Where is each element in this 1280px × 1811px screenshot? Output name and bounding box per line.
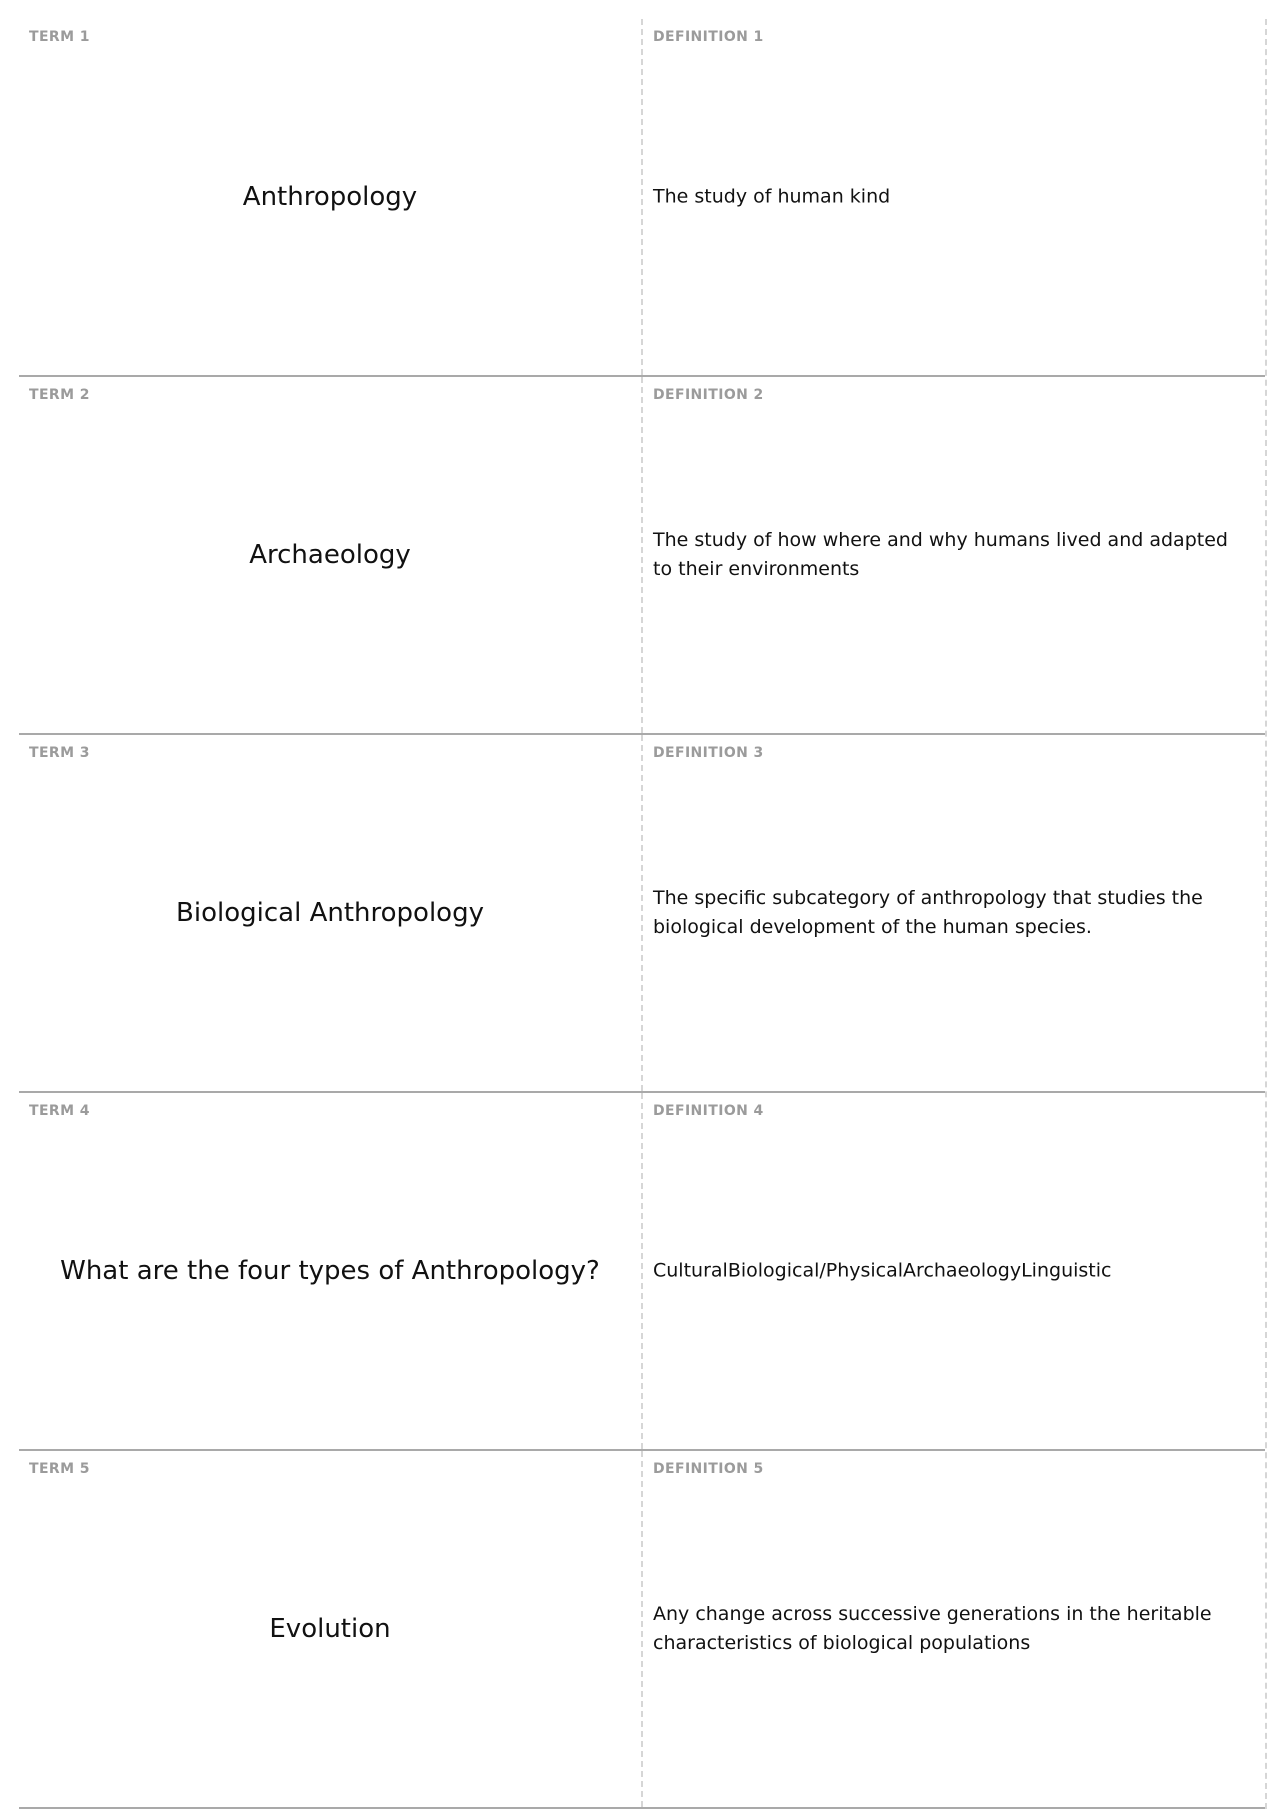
definition-cell — [643, 735, 1265, 1091]
flashcard-sheet — [19, 19, 1267, 1809]
definition-cell — [643, 19, 1265, 375]
term-cell — [19, 735, 643, 1091]
definition-text: The study of how where and why humans lived and adapted to their environments — [653, 529, 1228, 580]
definition-label: DEFINITION 2 — [653, 387, 764, 403]
term-label: TERM 5 — [29, 1461, 90, 1477]
term-cell — [19, 377, 643, 733]
term-text: Evolution — [269, 1614, 391, 1644]
term-text: Anthropology — [242, 182, 418, 212]
term-label: TERM 2 — [29, 387, 90, 403]
definition-label: DEFINITION 4 — [653, 1103, 764, 1119]
definition-label: DEFINITION 1 — [653, 29, 764, 45]
definition-text: The specific subcategory of anthropology that studies the biological development of the human species. — [653, 887, 1203, 938]
flashcard-row — [19, 1451, 1265, 1809]
term-label: TERM 3 — [29, 745, 90, 761]
term-label: TERM 4 — [29, 1103, 90, 1119]
definition-cell — [643, 1451, 1265, 1807]
term-text: What are the four types of Anthropology? — [60, 1256, 600, 1286]
term-cell — [19, 19, 643, 375]
flashcard-row — [19, 377, 1265, 735]
term-label: TERM 1 — [29, 29, 90, 45]
definition-cell — [643, 1093, 1265, 1449]
definition-text: The study of human kind — [653, 185, 891, 208]
flashcard-row — [19, 1093, 1265, 1451]
flashcard-row — [19, 735, 1265, 1093]
term-text: Biological Anthropology — [176, 898, 484, 928]
term-cell — [19, 1093, 643, 1449]
term-cell — [19, 1451, 643, 1807]
term-text: Archaeology — [249, 540, 411, 570]
definition-text: CulturalBiological/PhysicalArchaeologyLinguistic — [653, 1259, 1112, 1282]
definition-cell — [643, 377, 1265, 733]
definition-label: DEFINITION 3 — [653, 745, 764, 761]
definition-text: Any change across successive generations in the heritable characteristics of biological populations — [653, 1603, 1212, 1654]
flashcard-row — [19, 19, 1265, 377]
definition-label: DEFINITION 5 — [653, 1461, 764, 1477]
